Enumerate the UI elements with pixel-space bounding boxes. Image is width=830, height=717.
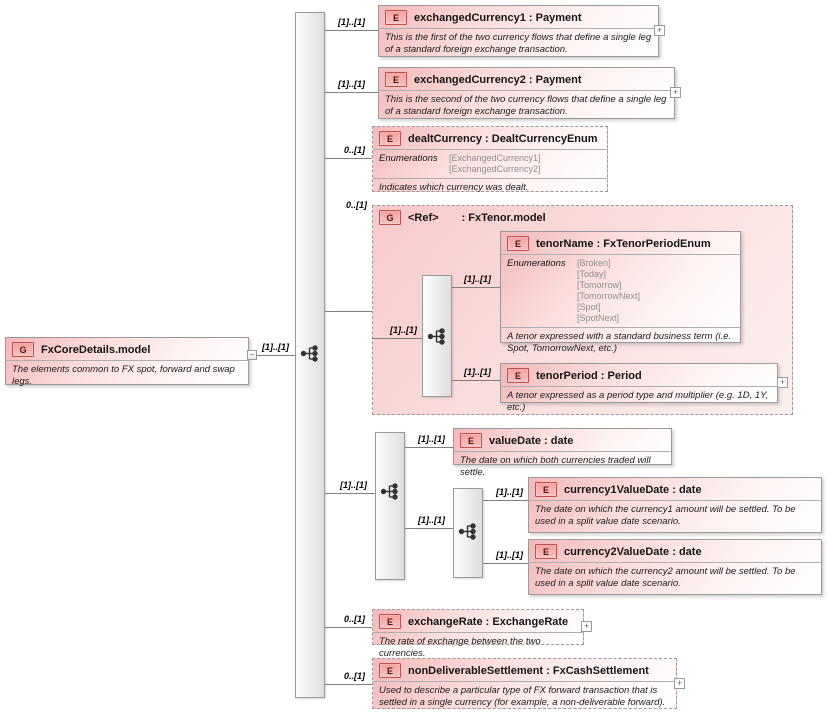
element-box-tenorname[interactable] — [500, 231, 741, 354]
element-box-exchangedcurrency1[interactable] — [378, 5, 659, 57]
sequence-bar-tenor — [422, 275, 452, 397]
sequence-icon — [459, 523, 478, 546]
group-box-fxcoredetails[interactable] — [5, 337, 249, 385]
group-title: FxCoreDetails.model — [41, 343, 151, 356]
sequence-bar-main — [295, 12, 325, 698]
expand-button[interactable]: + — [581, 621, 592, 632]
element-icon: E — [385, 10, 407, 25]
element-description: Used to describe a particular type of FX forward transaction that is settled in a single currency (for example, a non-deliverable forward). — [373, 681, 676, 711]
element-icon: E — [507, 236, 529, 251]
connector-line — [452, 380, 500, 381]
connector-line — [483, 500, 528, 501]
expand-button[interactable]: + — [777, 377, 788, 388]
connector-line — [405, 447, 453, 448]
cardinality-label: 0..[1] — [344, 671, 366, 681]
collapse-button[interactable]: − — [247, 350, 257, 360]
element-icon: E — [535, 544, 557, 559]
enumerations-section — [501, 254, 740, 327]
element-title: currency1ValueDate : date — [564, 483, 702, 496]
element-icon: E — [379, 663, 401, 678]
connector-line — [325, 684, 372, 685]
cardinality-label: [1]..[1] — [496, 550, 523, 560]
element-description: The date on which the currency1 amount will be settled. To be used in a split value date scenario. — [529, 500, 821, 530]
element-description: The date on which the currency2 amount will be settled. To be used in a split value date scenario. — [529, 562, 821, 592]
enum-value: [Spot] — [577, 302, 601, 312]
cardinality-label: 0..[1] — [344, 614, 366, 624]
cardinality-label: [1]..[1] — [418, 515, 445, 525]
element-box-valuedate[interactable] — [453, 428, 672, 478]
enumerations-label: Enumerations — [507, 258, 566, 269]
connector-line — [325, 158, 372, 159]
element-icon: E — [460, 433, 482, 448]
expand-button[interactable]: + — [674, 678, 685, 689]
cardinality-label: 0..[1] — [344, 145, 366, 155]
element-icon: E — [385, 72, 407, 87]
element-icon: E — [535, 482, 557, 497]
enum-value: [Broken] — [577, 258, 611, 268]
element-description: A tenor expressed with a standard business term (i.e. Spot, TomorrowNext, etc.) — [501, 327, 740, 357]
connector-line — [325, 627, 372, 628]
element-box-exchangedcurrency2[interactable] — [378, 67, 675, 119]
element-description: The rate of exchange between the two currencies. — [373, 632, 583, 662]
connector-line — [372, 338, 422, 339]
sequence-icon — [428, 328, 447, 351]
group-icon: G — [379, 210, 401, 225]
enum-value: [ExchangedCurrency1] — [449, 153, 541, 163]
cardinality-label: [1]..[1] — [496, 487, 523, 497]
element-box-nondeliverablesettlement[interactable] — [372, 658, 677, 709]
cardinality-label: [1]..[1] — [464, 274, 491, 284]
element-title: valueDate : date — [489, 434, 574, 447]
sequence-icon — [301, 345, 320, 368]
element-description: A tenor expressed as a period type and multiplier (e.g. 1D, 1Y, etc.) — [501, 386, 777, 416]
cardinality-label: [1]..[1] — [390, 325, 417, 335]
expand-button[interactable]: + — [654, 25, 665, 36]
connector-line — [483, 563, 528, 564]
enum-value: [ExchangedCurrency2] — [449, 164, 541, 174]
enum-value: [Tomorrow] — [577, 280, 622, 290]
element-title: exchangeRate : ExchangeRate — [408, 615, 569, 628]
element-description: This is the second of the two currency flows that define a single leg of a standard foreign exchange transaction. — [379, 90, 674, 120]
group-ref-type: : FxTenor.model — [461, 211, 546, 224]
expand-button[interactable]: + — [670, 87, 681, 98]
sequence-bar-dates — [375, 432, 405, 580]
element-description: The date on which both currencies traded will settle. — [454, 451, 671, 481]
enum-value: [SpotNext] — [577, 313, 620, 323]
connector-line — [452, 287, 500, 288]
element-title: tenorName : FxTenorPeriodEnum — [536, 237, 711, 250]
connector-line — [405, 528, 453, 529]
element-box-dealtcurrency[interactable] — [372, 126, 608, 192]
enumerations-section — [373, 149, 607, 178]
element-box-currency1valuedate[interactable] — [528, 477, 822, 533]
cardinality-label: 0..[1] — [346, 200, 368, 210]
enum-value: [TomorrowNext] — [577, 291, 641, 301]
element-description: Indicates which currency was dealt. — [373, 178, 607, 197]
element-box-currency2valuedate[interactable] — [528, 539, 822, 595]
element-title: exchangedCurrency1 : Payment — [414, 11, 582, 24]
group-ref-name: <Ref> — [408, 211, 439, 224]
element-box-exchangerate[interactable] — [372, 609, 584, 659]
cardinality-label: [1]..[1] — [262, 342, 289, 352]
connector-line — [257, 355, 295, 356]
cardinality-label: [1]..[1] — [338, 17, 365, 27]
element-icon: E — [379, 131, 401, 146]
cardinality-label: [1]..[1] — [338, 79, 365, 89]
element-title: dealtCurrency : DealtCurrencyEnum — [408, 132, 598, 145]
connector-line — [325, 311, 372, 312]
group-description: The elements common to FX spot, forward and swap legs. — [6, 360, 248, 390]
sequence-icon — [381, 483, 400, 506]
element-title: nonDeliverableSettlement : FxCashSettlement — [408, 664, 649, 677]
element-title: tenorPeriod : Period — [536, 369, 642, 382]
element-title: currency2ValueDate : date — [564, 545, 702, 558]
element-title: exchangedCurrency2 : Payment — [414, 73, 582, 86]
connector-line — [325, 493, 375, 494]
cardinality-label: [1]..[1] — [340, 480, 367, 490]
element-box-tenorperiod[interactable] — [500, 363, 778, 413]
element-icon: E — [507, 368, 529, 383]
cardinality-label: [1]..[1] — [464, 367, 491, 377]
connector-line — [325, 30, 378, 31]
element-icon: E — [379, 614, 401, 629]
group-icon: G — [12, 342, 34, 357]
element-description: This is the first of the two currency flows that define a single leg of a standard foreign exchange transaction. — [379, 28, 658, 58]
enumerations-label: Enumerations — [379, 153, 438, 164]
sequence-bar-splitdates — [453, 488, 483, 578]
enum-value: [Today] — [577, 269, 607, 279]
cardinality-label: [1]..[1] — [418, 434, 445, 444]
connector-line — [325, 92, 378, 93]
